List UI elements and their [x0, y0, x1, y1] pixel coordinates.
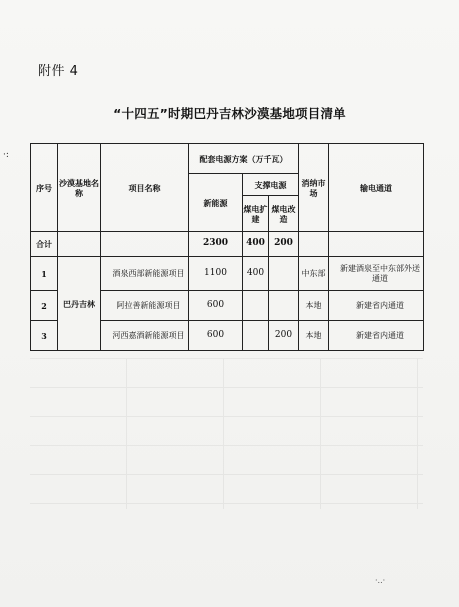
header-power-plan: 配套电源方案（万千瓦） [189, 144, 299, 174]
header-channel: 输电通道 [329, 144, 424, 232]
table-row [31, 257, 424, 291]
row-market: 本地 [299, 321, 329, 351]
header-new-energy: 新能源 [189, 174, 243, 232]
row-new-energy: 1100 [189, 257, 243, 291]
row-channel: 新建省内通道 [329, 291, 424, 321]
document-title: “十四五”时期巴丹吉林沙漠基地项目清单 [113, 106, 346, 121]
header-project-name: 项目名称 [101, 144, 189, 232]
header-support-power: 支撑电源 [243, 174, 299, 196]
row-market: 本地 [299, 291, 329, 321]
header-coal-reform: 煤电改造 [269, 196, 299, 232]
row-channel: 新建酒泉至中东部外送通道 [329, 257, 424, 291]
row-coal-expand [243, 291, 269, 321]
row-project-name: 河西嘉酒新能源项目 [101, 321, 189, 351]
total-market-cell [299, 232, 329, 257]
scan-edge-marks: ·: [3, 150, 9, 160]
total-coal-expand: 400 [243, 232, 269, 257]
total-label: 合计 [31, 232, 58, 257]
row-seq: 1 [31, 257, 58, 291]
row-project-name: 酒泉西部新能源项目 [101, 257, 189, 291]
header-base-name: 沙漠基地名称 [58, 144, 101, 232]
row-base-name: 巴丹吉林 [58, 257, 101, 351]
header-seq: 序号 [31, 144, 58, 232]
row-coal-expand: 400 [243, 257, 269, 291]
row-new-energy: 600 [189, 321, 243, 351]
row-coal-reform: 200 [269, 321, 299, 351]
row-coal-reform [269, 257, 299, 291]
attachment-label: 附件 4 [38, 64, 79, 79]
total-coal-reform: 200 [269, 232, 299, 257]
total-row [31, 232, 424, 257]
row-project-name: 阿拉善新能源项目 [101, 291, 189, 321]
total-project-cell [101, 232, 189, 257]
bottom-scan-mark: ·..· [375, 576, 386, 585]
header-market: 消纳市场 [299, 144, 329, 232]
row-channel: 新建省内通道 [329, 321, 424, 351]
row-coal-expand [243, 321, 269, 351]
project-list-table [30, 143, 424, 351]
header-row-1 [31, 144, 424, 174]
row-seq: 2 [31, 291, 58, 321]
total-channel-cell [329, 232, 424, 257]
row-new-energy: 600 [189, 291, 243, 321]
bleed-through-shadow [30, 358, 423, 509]
row-market: 中东部 [299, 257, 329, 291]
header-coal-expand: 煤电扩建 [243, 196, 269, 232]
total-base-cell [58, 232, 101, 257]
row-seq: 3 [31, 321, 58, 351]
row-coal-reform [269, 291, 299, 321]
total-new-energy: 2300 [189, 232, 243, 257]
